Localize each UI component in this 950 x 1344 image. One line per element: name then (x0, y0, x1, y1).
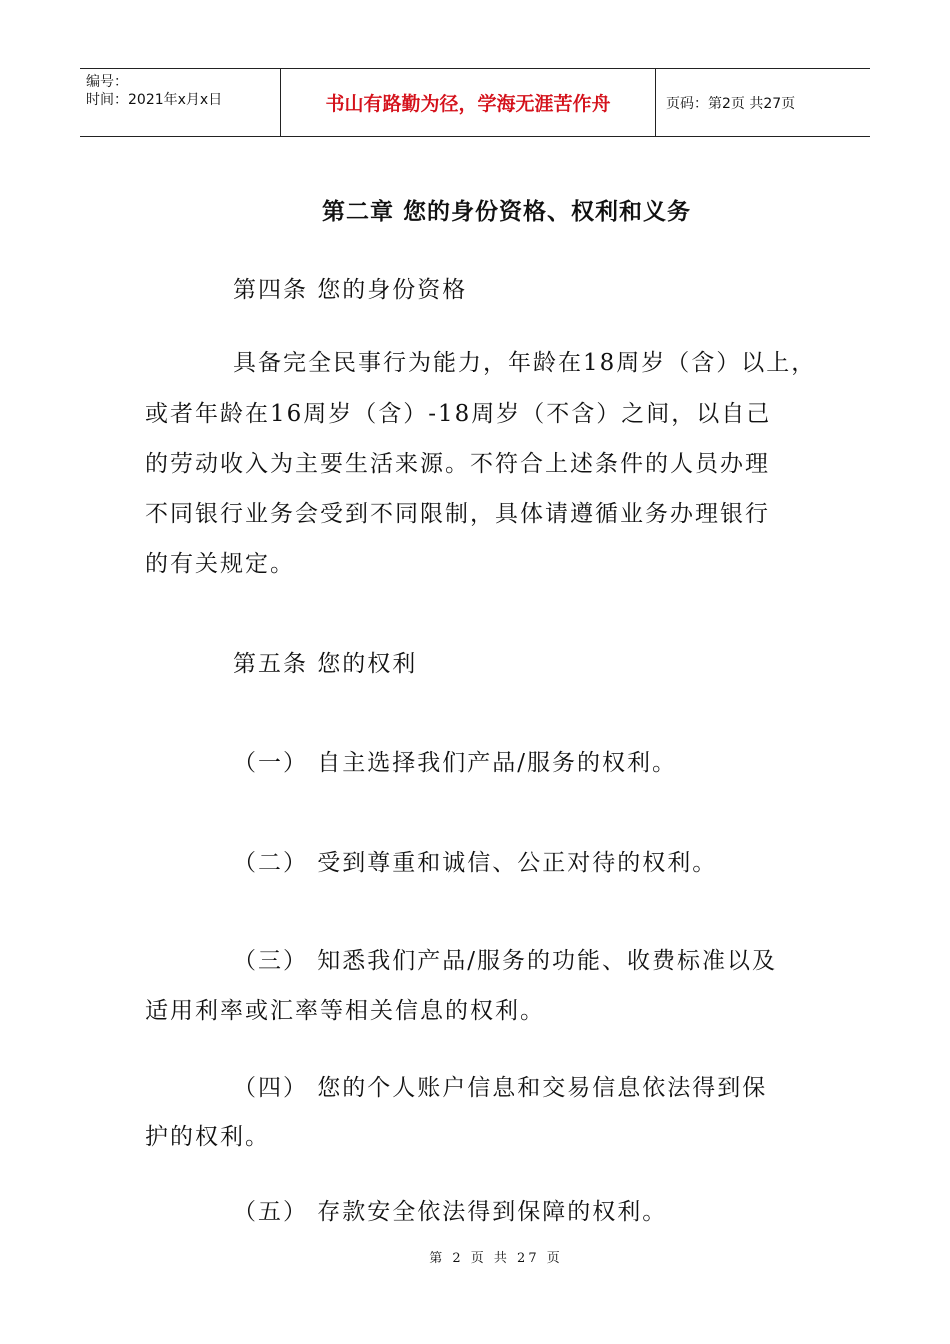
header-meta (80, 69, 281, 136)
article4-line: 的有关规定。 (145, 551, 295, 577)
article4-line: 或者年龄在16周岁（含）-18周岁（不含）之间，以自己 (145, 401, 772, 427)
page-header (80, 68, 870, 137)
article5-item: （二） 受到尊重和诚信、公正对待的权利。 (233, 850, 718, 876)
number-label: 编号： (86, 74, 128, 90)
article5-item: （三） 知悉我们产品/服务的功能、收费标准以及 (233, 948, 778, 974)
article4-line: 具备完全民事行为能力，年龄在18周岁（含）以上， (233, 350, 817, 376)
article5-item: 护的权利。 (145, 1124, 270, 1150)
article5-heading: 第五条 您的权利 (233, 651, 418, 677)
date-label: 时间：2021年x月x日 (86, 92, 223, 108)
article5-item: （四） 您的个人账户信息和交易信息依法得到保 (233, 1075, 768, 1101)
article4-line: 不同银行业务会受到不同限制，具体请遵循业务办理银行 (145, 501, 770, 527)
article4-line: 的劳动收入为主要生活来源。不符合上述条件的人员办理 (145, 451, 770, 477)
header-motto: 书山有路勤为径，学海无涯苦作舟 (281, 69, 656, 136)
chapter-title: 第二章 您的身份资格、权利和义务 (322, 198, 692, 225)
article5-item: 适用利率或汇率等相关信息的权利。 (145, 998, 545, 1024)
header-page-info: 页码：第2页 共27页 (666, 95, 796, 112)
article4-heading: 第四条 您的身份资格 (233, 277, 468, 303)
article5-item: （五） 存款安全依法得到保障的权利。 (233, 1199, 668, 1225)
article5-item: （一） 自主选择我们产品/服务的权利。 (233, 750, 678, 776)
page-footer: 第 2 页 共 27 页 (429, 1251, 563, 1266)
